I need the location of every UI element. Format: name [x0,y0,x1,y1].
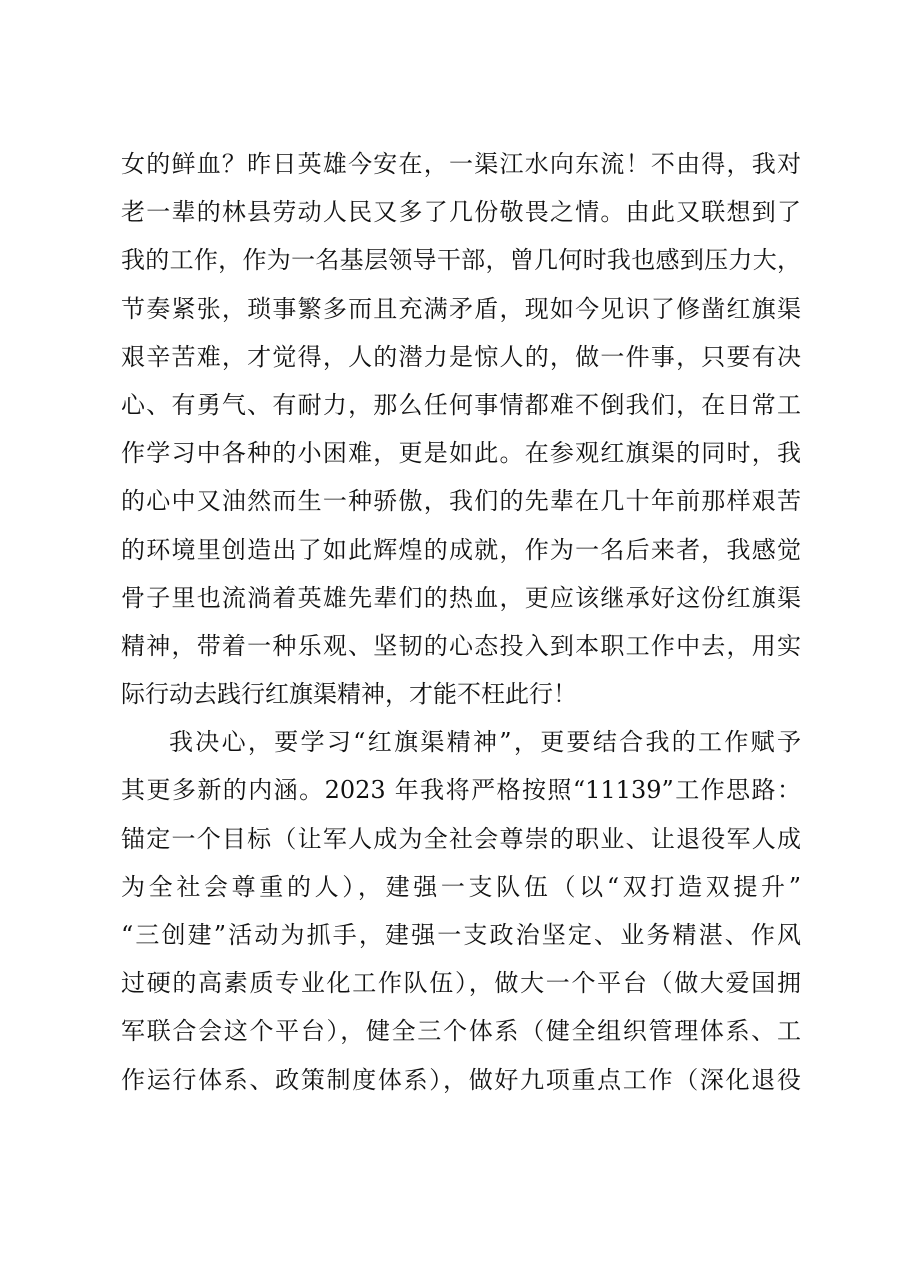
text-line: 女的鲜血？昨日英雄今安在，一渠江水向东流！不由得，我对 [121,150,801,178]
paragraph-1 [121,140,801,718]
text-line: 为全社会尊重的人），建强一支队伍（以“双打造双提升” [121,872,801,901]
text-line: 我的工作，作为一名基层领导干部，曾几何时我也感到压力大， [121,246,801,275]
text-line: 的环境里创造出了如此辉煌的成就，作为一名后来者，我感觉 [121,535,801,564]
text-line: 精神，带着一种乐观、坚韧的心态投入到本职工作中去，用实 [121,631,801,660]
text-line: 我决心，要学习“红旗渠精神”，更要结合我的工作赋予 [169,728,801,757]
text-line: 艰辛苦难，才觉得，人的潜力是惊人的，做一件事，只要有决 [121,342,801,371]
text-line: 作运行体系、政策制度体系），做好九项重点工作（深化退役 [121,1065,801,1094]
text-line: 作学习中各种的小困难，更是如此。在参观红旗渠的同时，我 [121,439,801,468]
text-line: 锚定一个目标（让军人成为全社会尊崇的职业、让退役军人成 [121,824,801,853]
text-line: 其更多新的内涵。2023 年我将严格按照“11139”工作思路： [121,776,801,805]
text-line: 骨子里也流淌着英雄先辈们的热血，更应该继承好这份红旗渠 [121,583,801,612]
text-line: 的心中又油然而生一种骄傲，我们的先辈在几十年前那样艰苦 [121,487,801,516]
text-line: 际行动去践行红旗渠精神，才能不枉此行！ [121,680,577,709]
text-line: 心、有勇气、有耐力，那么任何事情都难不倒我们，在日常工 [121,390,801,419]
text-line: “三创建”活动为抓手，建强一支政治坚定、业务精湛、作风 [121,921,801,949]
text-line: 节奏紧张，琐事繁多而且充满矛盾，现如今见识了修凿红旗渠 [121,294,801,323]
body-text [121,140,801,1104]
text-line: 过硬的高素质专业化工作队伍），做大一个平台（做大爱国拥 [121,969,801,998]
paragraph-2 [121,718,801,1104]
text-line: 军联合会这个平台），健全三个体系（健全组织管理体系、工 [121,1017,801,1046]
text-line: 老一辈的林县劳动人民又多了几份敬畏之情。由此又联想到了 [121,198,801,227]
